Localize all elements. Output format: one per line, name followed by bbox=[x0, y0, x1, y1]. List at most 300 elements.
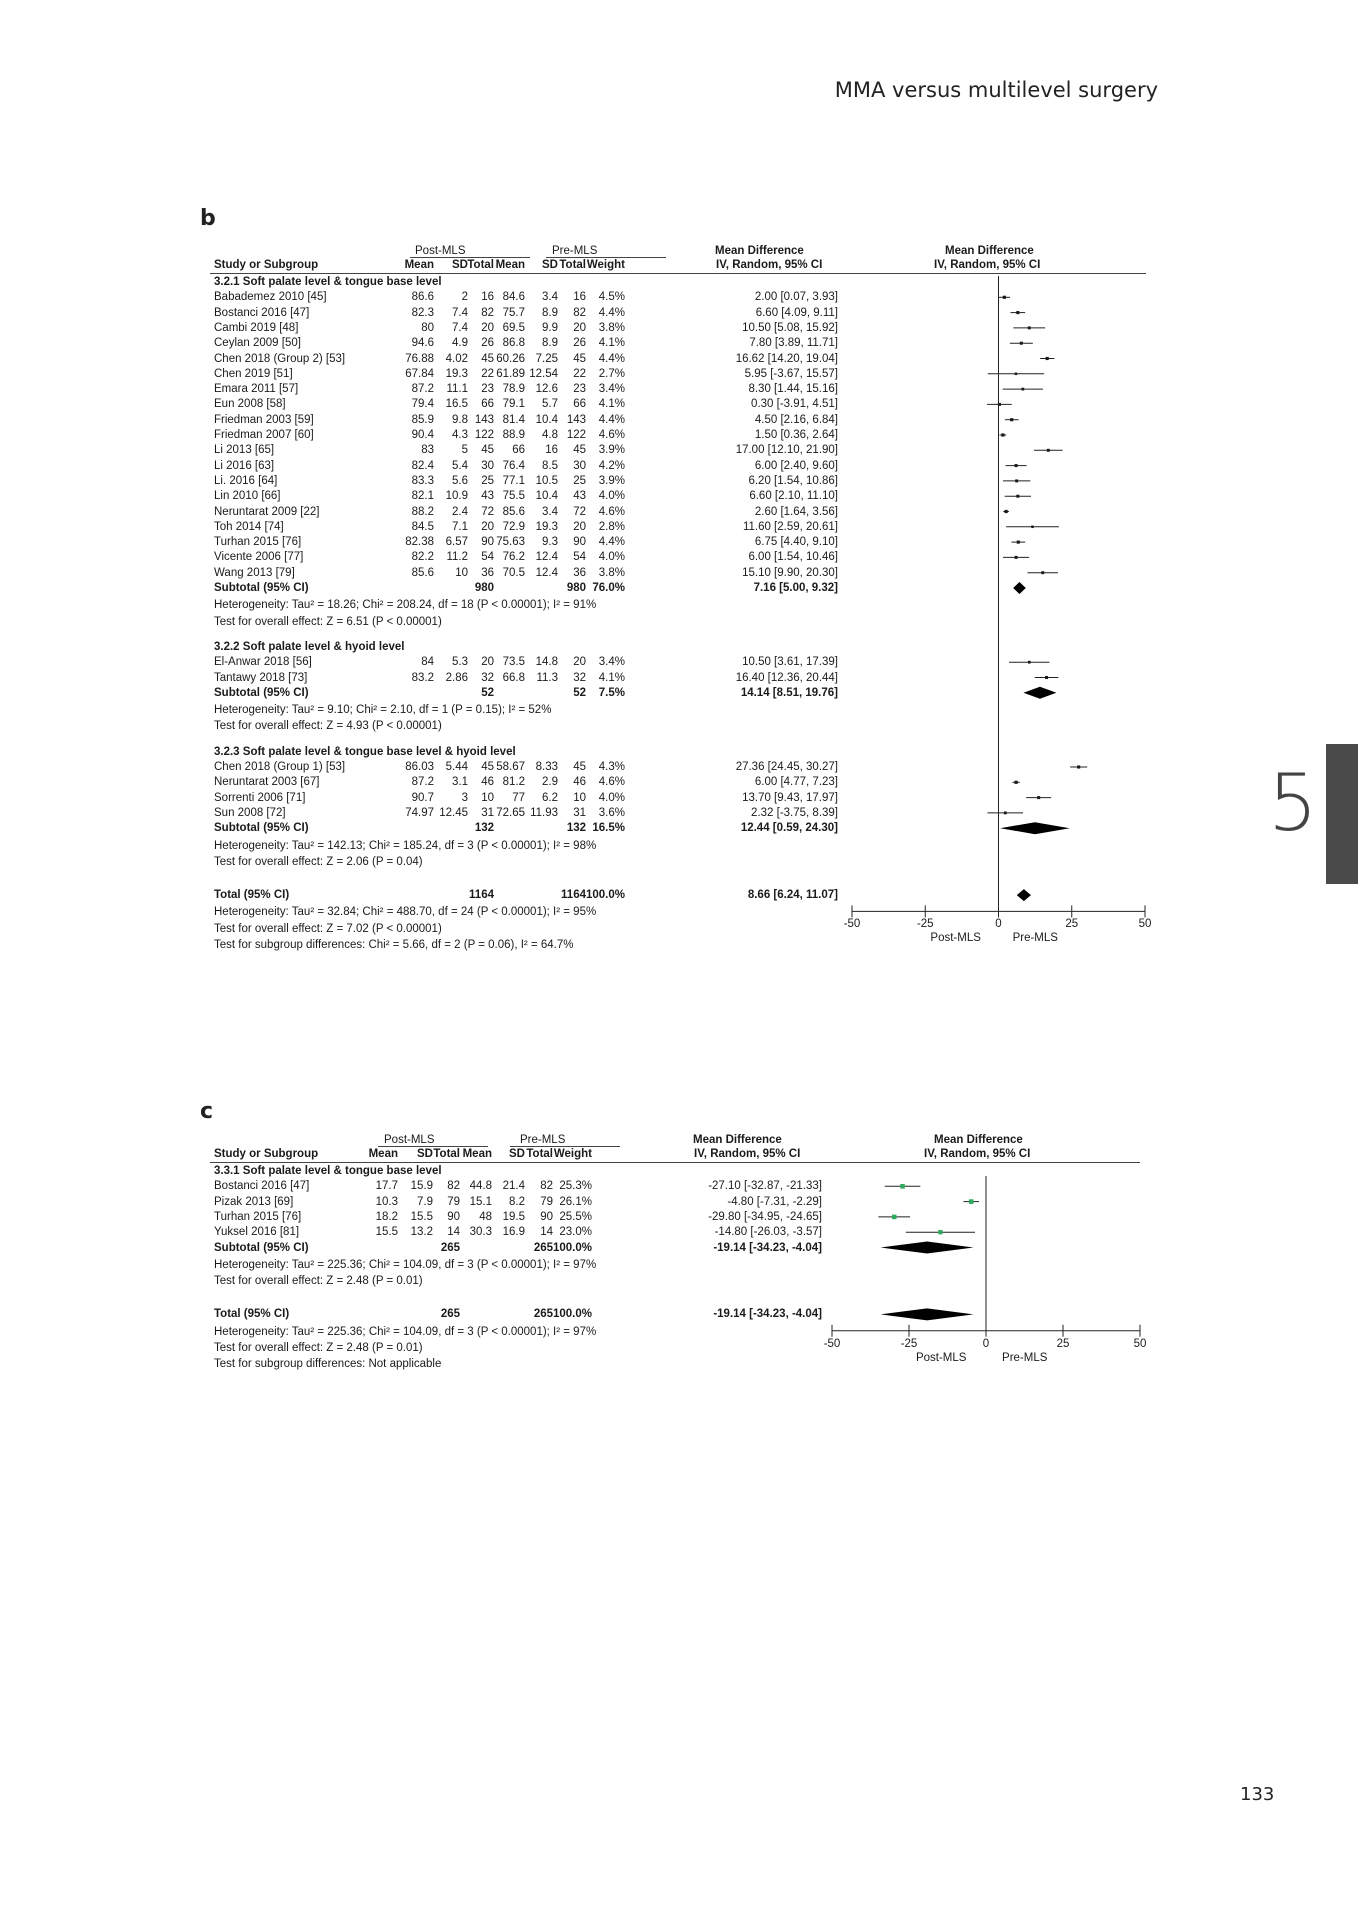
study-name: Babademez 2010 [45] bbox=[214, 291, 327, 304]
axis-label-pre: Pre-MLS bbox=[1012, 932, 1058, 945]
axis-label-post: Post-MLS bbox=[915, 1351, 967, 1364]
study-sd-post: 10 bbox=[455, 566, 468, 579]
study-name: Li 2013 [65] bbox=[214, 444, 275, 457]
study-sd-post: 7.4 bbox=[452, 321, 468, 334]
heterogeneity-text: Heterogeneity: Tau² = 142.13; Chi² = 185.24, df = 3 (P < 0.00001); I² = 98% bbox=[214, 839, 597, 852]
study-mean-pre: 77.1 bbox=[502, 474, 525, 487]
study-total-pre: 122 bbox=[566, 429, 586, 441]
header-total-pre: Total bbox=[526, 1148, 553, 1160]
study-weight: 4.4% bbox=[598, 352, 625, 365]
study-sd-pre: 8.5 bbox=[542, 459, 558, 472]
study-sd-pre: 12.6 bbox=[535, 383, 558, 396]
study-sd-post: 7.9 bbox=[417, 1195, 433, 1208]
study-mean-pre: 79.1 bbox=[502, 398, 525, 411]
total-overall-text: Test for overall effect: Z = 7.02 (P < 0.00001) bbox=[214, 922, 442, 935]
study-total-post: 14 bbox=[447, 1226, 460, 1239]
total-pre: 265 bbox=[533, 1308, 553, 1321]
study-total-post: 32 bbox=[481, 671, 494, 684]
study-mean-post: 88.2 bbox=[411, 505, 434, 518]
study-sd-post: 11.2 bbox=[446, 551, 468, 564]
overall-effect-text: Test for overall effect: Z = 2.06 (P = 0.04) bbox=[214, 855, 423, 868]
study-total-pre: 45 bbox=[573, 444, 586, 457]
header-effect-sub: IV, Random, 95% CI bbox=[716, 259, 823, 271]
study-total-pre: 25 bbox=[573, 474, 586, 487]
x-tick-label: 50 bbox=[1138, 918, 1152, 931]
subtotal-weight: 7.5% bbox=[598, 686, 625, 699]
total-heterogeneity-text: Heterogeneity: Tau² = 225.36; Chi² = 104.09, df = 3 (P < 0.00001); I² = 97% bbox=[214, 1325, 597, 1338]
study-mean-post: 87.2 bbox=[411, 776, 434, 789]
study-mean-pre: 85.6 bbox=[502, 505, 525, 518]
subtotal-ci: 12.44 [0.59, 24.30] bbox=[740, 822, 838, 835]
study-total-pre: 20 bbox=[573, 520, 586, 533]
study-sd-pre: 8.2 bbox=[509, 1195, 525, 1208]
study-total-post: 45 bbox=[481, 352, 494, 365]
study-weight: 4.6% bbox=[598, 776, 625, 789]
subtotal-ci: -19.14 [-34.23, -4.04] bbox=[713, 1241, 822, 1254]
header-weight: Weight bbox=[586, 259, 625, 271]
study-ci: 11.60 [2.59, 20.61] bbox=[742, 520, 838, 533]
header-effect: Mean Difference bbox=[693, 1134, 782, 1146]
study-total-pre: 32 bbox=[573, 671, 586, 684]
study-mean-post: 82.2 bbox=[411, 551, 434, 564]
x-tick-label: -50 bbox=[823, 1337, 841, 1350]
study-sd-pre: 8.9 bbox=[542, 306, 558, 319]
study-name: El-Anwar 2018 [56] bbox=[214, 656, 312, 669]
study-mean-pre: 72.9 bbox=[502, 520, 525, 533]
study-ci: 6.60 [4.09, 9.11] bbox=[755, 306, 838, 319]
study-weight: 4.2% bbox=[598, 459, 625, 472]
study-name: Chen 2018 (Group 2) [53] bbox=[214, 352, 346, 365]
study-ci: -14.80 [-26.03, -3.57] bbox=[714, 1226, 822, 1239]
subgroup-title: 3.3.1 Soft palate level & tongue base level bbox=[214, 1165, 442, 1177]
x-tick-label: -25 bbox=[900, 1337, 918, 1350]
study-total-post: 31 bbox=[481, 806, 494, 819]
x-tick-label: 25 bbox=[1065, 918, 1079, 931]
overall-effect-text: Test for overall effect: Z = 6.51 (P < 0.00001) bbox=[214, 615, 442, 628]
study-total-pre: 72 bbox=[573, 505, 586, 518]
study-sd-pre: 8.33 bbox=[535, 761, 558, 773]
study-mean-post: 18.2 bbox=[375, 1210, 398, 1223]
header-mean-pre: Mean bbox=[495, 259, 525, 271]
pooled-diamond bbox=[881, 1242, 974, 1254]
study-name: Turhan 2015 [76] bbox=[214, 1210, 302, 1223]
total-heterogeneity-text: Heterogeneity: Tau² = 32.84; Chi² = 488.70, df = 24 (P < 0.00001); I² = 95% bbox=[214, 906, 597, 919]
study-total-post: 20 bbox=[481, 321, 494, 334]
study-total-post: 54 bbox=[481, 551, 494, 564]
study-ci: 6.00 [4.77, 7.23] bbox=[754, 776, 838, 789]
study-total-post: 26 bbox=[481, 337, 494, 350]
study-weight: 4.4% bbox=[598, 413, 625, 426]
header-group-post: Post-MLS bbox=[384, 1134, 435, 1146]
x-tick-label: -25 bbox=[916, 918, 934, 931]
study-ci: 2.00 [0.07, 3.93] bbox=[754, 291, 838, 304]
header-plot-sub: IV, Random, 95% CI bbox=[934, 259, 1041, 271]
study-mean-post: 87.2 bbox=[411, 383, 434, 396]
study-sd-post: 3.1 bbox=[452, 776, 468, 789]
study-total-pre: 46 bbox=[573, 776, 586, 789]
study-weight: 4.0% bbox=[598, 791, 625, 804]
header-plot-sub: IV, Random, 95% CI bbox=[924, 1148, 1031, 1160]
study-ci: 6.20 [1.54, 10.86] bbox=[748, 474, 838, 487]
study-mean-post: 82.4 bbox=[411, 459, 434, 472]
study-total-post: 20 bbox=[481, 520, 494, 533]
header-sd-pre: SD bbox=[542, 259, 558, 271]
header-study: Study or Subgroup bbox=[214, 259, 319, 271]
study-total-pre: 20 bbox=[573, 656, 586, 669]
subtotal-total-post: 980 bbox=[474, 582, 494, 594]
x-tick-label: -50 bbox=[843, 918, 861, 931]
study-mean-post: 15.5 bbox=[375, 1226, 398, 1239]
study-mean-post: 83.3 bbox=[411, 474, 434, 487]
study-sd-post: 15.9 bbox=[410, 1180, 433, 1193]
pooled-diamond bbox=[881, 1308, 974, 1320]
study-total-post: 20 bbox=[481, 656, 494, 669]
subgroup-differences-text: Test for subgroup differences: Not applicable bbox=[214, 1358, 442, 1371]
study-total-pre: 79 bbox=[540, 1195, 553, 1208]
study-ci: 10.50 [5.08, 15.92] bbox=[742, 321, 838, 334]
header-plot-title: Mean Difference bbox=[934, 1134, 1023, 1146]
header-mean-post: Mean bbox=[368, 1148, 398, 1160]
study-mean-pre: 44.8 bbox=[469, 1180, 492, 1193]
study-ci: 2.32 [-3.75, 8.39] bbox=[751, 806, 838, 819]
study-total-pre: 10 bbox=[573, 791, 586, 804]
study-name: Friedman 2003 [59] bbox=[214, 413, 314, 426]
study-total-post: 36 bbox=[481, 566, 494, 579]
study-weight: 4.1% bbox=[598, 398, 625, 411]
total-overall-text: Test for overall effect: Z = 2.48 (P = 0.01) bbox=[214, 1342, 423, 1354]
study-sd-pre: 11.93 bbox=[530, 806, 558, 819]
point-estimate bbox=[892, 1215, 897, 1220]
study-mean-pre: 73.5 bbox=[502, 656, 525, 669]
study-total-pre: 143 bbox=[566, 413, 586, 426]
subtotal-label: Subtotal (95% CI) bbox=[214, 822, 309, 835]
study-name: Cambi 2019 [48] bbox=[214, 321, 299, 334]
study-mean-pre: 76.4 bbox=[502, 459, 525, 472]
study-sd-post: 5.4 bbox=[452, 459, 468, 472]
study-mean-pre: 61.89 bbox=[496, 367, 525, 380]
study-sd-pre: 10.5 bbox=[535, 474, 558, 487]
study-sd-post: 2.4 bbox=[452, 505, 468, 518]
study-sd-pre: 3.4 bbox=[542, 505, 558, 518]
header-total-post: Total bbox=[467, 259, 494, 271]
study-sd-pre: 19.5 bbox=[502, 1210, 525, 1223]
study-name: Eun 2008 [58] bbox=[214, 398, 286, 411]
study-mean-pre: 81.4 bbox=[502, 413, 525, 426]
study-sd-post: 11.1 bbox=[446, 383, 468, 396]
subtotal-total-pre: 265 bbox=[533, 1241, 553, 1254]
study-mean-pre: 72.65 bbox=[496, 806, 525, 819]
study-mean-post: 83 bbox=[421, 444, 434, 457]
study-mean-pre: 78.9 bbox=[502, 383, 525, 396]
total-ci: -19.14 [-34.23, -4.04] bbox=[713, 1308, 822, 1321]
study-ci: 6.00 [1.54, 10.46] bbox=[748, 551, 838, 564]
study-total-post: 122 bbox=[474, 429, 494, 441]
study-mean-post: 74.97 bbox=[405, 806, 434, 819]
study-sd-post: 2 bbox=[461, 291, 468, 304]
study-mean-pre: 70.5 bbox=[502, 566, 525, 579]
study-total-post: 10 bbox=[481, 791, 494, 804]
study-name: Pizak 2013 [69] bbox=[214, 1195, 294, 1208]
study-total-post: 72 bbox=[481, 505, 494, 518]
study-name: Vicente 2006 [77] bbox=[214, 551, 304, 564]
subgroup-differences-text: Test for subgroup differences: Chi² = 5.66, df = 2 (P = 0.06), I² = 64.7% bbox=[214, 939, 574, 951]
study-ci: 13.70 [9.43, 17.97] bbox=[742, 791, 838, 804]
study-sd-post: 9.8 bbox=[452, 413, 468, 426]
study-sd-pre: 5.7 bbox=[542, 398, 558, 411]
study-total-post: 45 bbox=[481, 761, 494, 773]
study-total-post: 43 bbox=[481, 490, 494, 503]
study-name: Neruntarat 2009 [22] bbox=[214, 505, 320, 518]
subtotal-weight: 16.5% bbox=[592, 822, 625, 835]
study-sd-pre: 4.8 bbox=[542, 429, 558, 441]
study-ci: 1.50 [0.36, 2.64] bbox=[754, 429, 838, 441]
study-name: Sun 2008 [72] bbox=[214, 806, 286, 819]
subgroup-title: 3.2.1 Soft palate level & tongue base level bbox=[214, 276, 442, 288]
study-total-pre: 90 bbox=[540, 1210, 553, 1223]
overall-effect-text: Test for overall effect: Z = 2.48 (P = 0.01) bbox=[214, 1275, 423, 1288]
study-sd-post: 5.3 bbox=[452, 656, 468, 669]
study-sd-pre: 9.3 bbox=[542, 536, 558, 549]
study-total-post: 25 bbox=[481, 474, 494, 487]
point-estimate bbox=[900, 1184, 905, 1189]
header-group-post: Post-MLS bbox=[415, 245, 466, 257]
study-weight: 2.8% bbox=[598, 520, 625, 533]
study-ci: 6.60 [2.10, 11.10] bbox=[749, 490, 838, 503]
study-mean-pre: 88.9 bbox=[502, 429, 525, 441]
study-mean-post: 90.4 bbox=[411, 429, 434, 441]
study-sd-post: 12.45 bbox=[439, 806, 468, 819]
heterogeneity-text: Heterogeneity: Tau² = 18.26; Chi² = 208.24, df = 18 (P < 0.00001); I² = 91% bbox=[214, 599, 597, 612]
study-mean-pre: 69.5 bbox=[502, 321, 525, 334]
panel-letter-b: b bbox=[200, 206, 216, 231]
forest-plot-c bbox=[210, 0, 1160, 1500]
study-mean-pre: 81.2 bbox=[502, 776, 525, 789]
study-total-pre: 45 bbox=[573, 761, 586, 773]
point-estimate bbox=[969, 1199, 974, 1204]
study-ci: 6.00 [2.40, 9.60] bbox=[754, 459, 838, 472]
subtotal-label: Subtotal (95% CI) bbox=[214, 1241, 309, 1254]
study-total-pre: 90 bbox=[573, 536, 586, 549]
study-name: Wang 2013 [79] bbox=[214, 566, 295, 579]
study-name: Lin 2010 [66] bbox=[214, 490, 281, 503]
study-total-pre: 16 bbox=[573, 291, 586, 304]
study-name: Bostanci 2016 [47] bbox=[214, 306, 310, 319]
subtotal-ci: 14.14 [8.51, 19.76] bbox=[740, 686, 838, 699]
study-mean-pre: 76.2 bbox=[502, 551, 525, 564]
study-weight: 4.1% bbox=[598, 337, 625, 350]
study-total-post: 90 bbox=[481, 536, 494, 549]
study-sd-post: 4.02 bbox=[445, 352, 468, 365]
study-sd-pre: 6.2 bbox=[542, 791, 558, 804]
header-sd-post: SD bbox=[452, 259, 468, 271]
header-mean-post: Mean bbox=[404, 259, 434, 271]
study-name: Ceylan 2009 [50] bbox=[214, 337, 301, 350]
study-ci: -27.10 [-32.87, -21.33] bbox=[708, 1180, 822, 1193]
study-weight: 25.3% bbox=[559, 1180, 592, 1193]
study-mean-post: 84 bbox=[421, 656, 434, 669]
header-plot-title: Mean Difference bbox=[945, 245, 1034, 257]
study-ci: 5.95 [-3.67, 15.57] bbox=[744, 367, 838, 380]
header-sd-post: SD bbox=[417, 1148, 433, 1160]
study-mean-pre: 86.8 bbox=[502, 337, 525, 350]
study-name: Turhan 2015 [76] bbox=[214, 536, 302, 549]
study-weight: 3.6% bbox=[598, 806, 625, 819]
study-sd-pre: 7.25 bbox=[535, 352, 558, 365]
total-label: Total (95% CI) bbox=[214, 1308, 290, 1321]
study-name: Sorrenti 2006 [71] bbox=[214, 791, 306, 804]
study-weight: 3.4% bbox=[598, 383, 625, 396]
study-weight: 4.6% bbox=[598, 429, 625, 441]
axis-label-post: Post-MLS bbox=[930, 932, 981, 945]
study-total-post: 16 bbox=[481, 291, 494, 304]
study-mean-pre: 75.5 bbox=[502, 490, 525, 503]
study-sd-pre: 10.4 bbox=[535, 490, 558, 503]
study-mean-post: 86.6 bbox=[411, 291, 434, 304]
study-mean-post: 86.03 bbox=[405, 761, 434, 773]
study-name: Bostanci 2016 [47] bbox=[214, 1180, 310, 1193]
study-sd-pre: 9.9 bbox=[542, 321, 558, 334]
chapter-number: 5 bbox=[1268, 759, 1318, 849]
study-sd-pre: 2.9 bbox=[542, 776, 558, 789]
study-total-post: 45 bbox=[481, 444, 494, 457]
study-mean-pre: 84.6 bbox=[502, 291, 525, 304]
subtotal-weight: 76.0% bbox=[592, 582, 625, 594]
study-sd-pre: 10.4 bbox=[535, 413, 558, 426]
study-sd-post: 13.2 bbox=[410, 1226, 433, 1239]
study-ci: 15.10 [9.90, 20.30] bbox=[742, 566, 838, 579]
study-mean-pre: 66 bbox=[512, 444, 525, 457]
study-mean-pre: 60.26 bbox=[496, 352, 525, 365]
study-sd-post: 4.9 bbox=[452, 337, 468, 350]
heterogeneity-text: Heterogeneity: Tau² = 9.10; Chi² = 2.10, df = 1 (P = 0.15); I² = 52% bbox=[214, 704, 552, 717]
study-mean-post: 83.2 bbox=[411, 671, 434, 684]
heterogeneity-text: Heterogeneity: Tau² = 225.36; Chi² = 104.09, df = 3 (P < 0.00001); I² = 97% bbox=[214, 1258, 597, 1271]
study-sd-pre: 14.8 bbox=[535, 656, 558, 669]
subtotal-total-post: 132 bbox=[474, 822, 494, 835]
study-total-post: 79 bbox=[447, 1195, 460, 1208]
subtotal-label: Subtotal (95% CI) bbox=[214, 686, 309, 699]
study-total-post: 90 bbox=[447, 1210, 460, 1223]
study-sd-post: 15.5 bbox=[410, 1210, 433, 1223]
study-mean-pre: 58.67 bbox=[496, 761, 525, 773]
panel-letter-c: c bbox=[200, 1099, 214, 1124]
study-sd-post: 7.4 bbox=[452, 306, 468, 319]
header-group-pre: Pre-MLS bbox=[520, 1134, 566, 1146]
study-total-post: 82 bbox=[447, 1180, 460, 1193]
study-sd-pre: 16 bbox=[545, 444, 558, 457]
total-post: 1164 bbox=[469, 889, 494, 902]
x-tick-label: 25 bbox=[1056, 1337, 1070, 1350]
total-ci: 8.66 [6.24, 11.07] bbox=[747, 889, 838, 902]
page-number: 133 bbox=[1240, 1784, 1275, 1805]
subtotal-total-post: 52 bbox=[481, 686, 494, 699]
study-total-pre: 82 bbox=[540, 1180, 553, 1193]
x-tick-label: 0 bbox=[995, 918, 1002, 931]
study-name: Chen 2019 [51] bbox=[214, 367, 293, 380]
study-weight: 4.4% bbox=[598, 306, 625, 319]
subtotal-ci: 7.16 [5.00, 9.32] bbox=[753, 582, 838, 594]
study-mean-pre: 75.63 bbox=[496, 536, 525, 549]
overall-effect-text: Test for overall effect: Z = 4.93 (P < 0.00001) bbox=[214, 720, 442, 733]
study-mean-post: 82.3 bbox=[411, 306, 434, 319]
study-sd-pre: 3.4 bbox=[542, 291, 558, 304]
study-mean-post: 76.88 bbox=[405, 352, 434, 365]
study-mean-post: 84.5 bbox=[411, 520, 434, 533]
study-name: Yuksel 2016 [81] bbox=[214, 1226, 300, 1239]
study-weight: 25.5% bbox=[559, 1210, 592, 1223]
study-weight: 4.4% bbox=[598, 536, 625, 549]
study-weight: 4.0% bbox=[598, 490, 625, 503]
header-study: Study or Subgroup bbox=[214, 1148, 319, 1160]
header-sd-pre: SD bbox=[509, 1148, 525, 1160]
axis-label-pre: Pre-MLS bbox=[1002, 1351, 1048, 1364]
study-total-pre: 20 bbox=[573, 321, 586, 334]
study-total-post: 143 bbox=[474, 413, 494, 426]
study-total-post: 22 bbox=[481, 367, 494, 380]
study-total-pre: 30 bbox=[573, 459, 586, 472]
study-ci: 2.60 [1.64, 3.56] bbox=[754, 505, 838, 518]
study-weight: 3.8% bbox=[598, 566, 625, 579]
study-sd-pre: 8.9 bbox=[542, 337, 558, 350]
total-post: 265 bbox=[440, 1308, 460, 1321]
total-pre: 1164 bbox=[561, 889, 586, 902]
header-effect: Mean Difference bbox=[715, 245, 804, 257]
header-effect-sub: IV, Random, 95% CI bbox=[694, 1148, 801, 1160]
study-total-pre: 43 bbox=[573, 490, 586, 503]
study-mean-pre: 66.8 bbox=[502, 671, 525, 684]
header-mean-pre: Mean bbox=[462, 1148, 492, 1160]
subtotal-total-pre: 980 bbox=[566, 582, 586, 594]
study-name: Chen 2018 (Group 1) [53] bbox=[214, 761, 346, 773]
subtotal-total-pre: 52 bbox=[573, 686, 586, 699]
study-name: Li 2016 [63] bbox=[214, 459, 275, 472]
study-mean-post: 17.7 bbox=[375, 1180, 398, 1193]
study-mean-post: 90.7 bbox=[411, 791, 434, 804]
study-ci: 8.30 [1.44, 15.16] bbox=[748, 383, 838, 396]
study-sd-pre: 16.9 bbox=[502, 1226, 525, 1239]
study-ci: 10.50 [3.61, 17.39] bbox=[742, 656, 838, 669]
subtotal-total-pre: 132 bbox=[566, 822, 586, 835]
total-weight: 100.0% bbox=[585, 889, 625, 902]
study-name: Emara 2011 [57] bbox=[214, 383, 299, 396]
study-ci: 17.00 [12.10, 21.90] bbox=[735, 444, 838, 457]
study-mean-post: 82.38 bbox=[405, 536, 434, 549]
study-weight: 4.5% bbox=[598, 291, 625, 304]
study-total-post: 23 bbox=[481, 383, 494, 396]
study-sd-post: 5.6 bbox=[452, 474, 468, 487]
x-tick-label: 0 bbox=[982, 1337, 990, 1350]
study-name: Neruntarat 2003 [67] bbox=[214, 776, 320, 789]
study-total-post: 30 bbox=[481, 459, 494, 472]
study-weight: 23.0% bbox=[559, 1226, 592, 1239]
study-sd-post: 7.1 bbox=[452, 520, 468, 533]
study-weight: 3.4% bbox=[598, 656, 625, 669]
study-total-pre: 82 bbox=[573, 306, 586, 319]
study-sd-pre: 19.3 bbox=[535, 520, 558, 533]
subgroup-title: 3.2.3 Soft palate level & tongue base level & hyoid level bbox=[214, 745, 516, 758]
point-estimate bbox=[938, 1230, 942, 1234]
study-ci: -4.80 [-7.31, -2.29] bbox=[727, 1195, 822, 1208]
study-mean-pre: 30.3 bbox=[469, 1226, 492, 1239]
subtotal-total-post: 265 bbox=[440, 1241, 460, 1254]
study-weight: 2.7% bbox=[598, 367, 625, 380]
study-weight: 4.1% bbox=[598, 671, 625, 684]
header-weight: Weight bbox=[553, 1148, 592, 1160]
total-label: Total (95% CI) bbox=[214, 889, 290, 902]
study-weight: 3.9% bbox=[598, 444, 625, 457]
study-mean-post: 82.1 bbox=[411, 490, 434, 503]
study-sd-post: 3 bbox=[461, 791, 468, 804]
